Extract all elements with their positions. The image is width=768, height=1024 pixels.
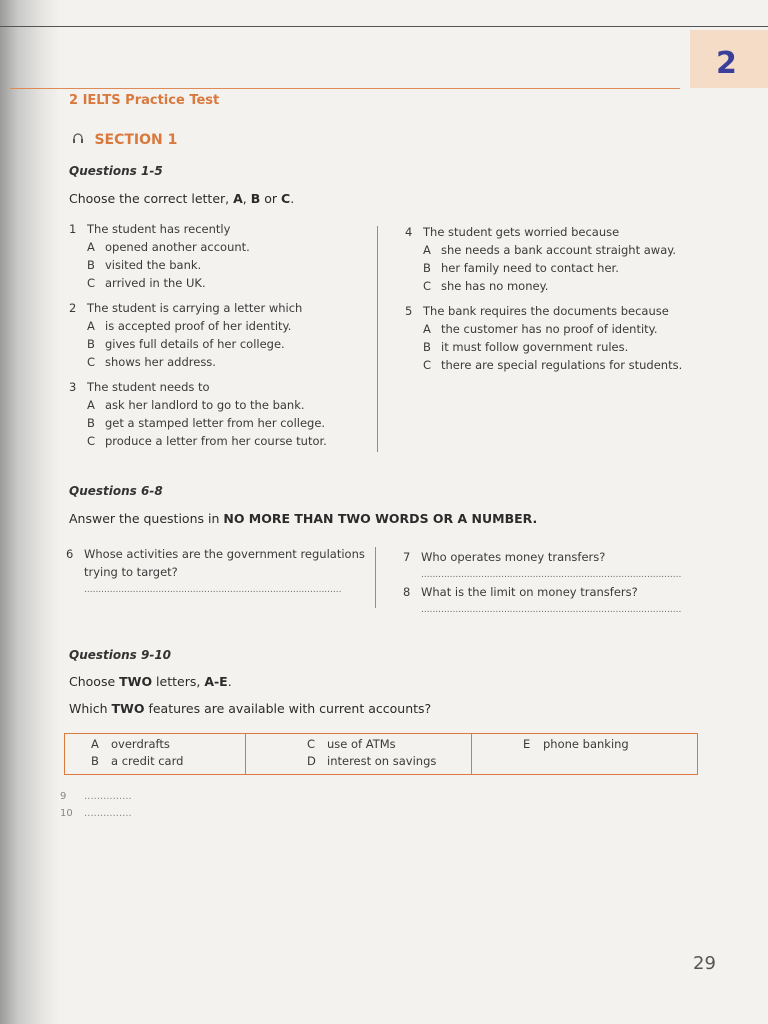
chapter-number: 2 xyxy=(716,46,737,81)
answer-blank-7[interactable]: ........................................................................................... xyxy=(421,570,682,580)
page-binding-shadow xyxy=(0,0,60,1024)
page-number: 29 xyxy=(693,953,716,974)
question-5: 5 The bank requires the documents because A the customer has no proof of identity. B it must follow government rules. C there are special regulations for students. xyxy=(405,304,683,372)
column-divider xyxy=(377,226,378,452)
question-7: 7 Who operates money transfers? ........................................................................................... xyxy=(403,548,703,584)
questions-6-8-heading: Questions 6-8 xyxy=(69,484,163,498)
question-1: 1 The student has recently A opened another account. B visited the bank. C arrived in the UK. xyxy=(69,222,250,290)
answer-10: 10 ............... xyxy=(60,808,132,819)
questions-9-10-instruction: Choose TWO letters, A-E. xyxy=(69,674,232,689)
answer-blank-9[interactable]: ............... xyxy=(84,791,132,802)
answer-blank-6[interactable]: .......................................................................................... xyxy=(84,585,342,595)
options-column-2: C use of ATMs D interest on savings xyxy=(307,737,437,768)
questions-9-10-heading: Questions 9-10 xyxy=(69,648,172,662)
question-3: 3 The student needs to A ask her landlord to go to the bank. B get a stamped letter from her college. C produce a letter from her course tutor. xyxy=(69,380,327,448)
answer-blank-8[interactable]: ........................................................................................... xyxy=(421,605,682,615)
options-divider xyxy=(471,734,472,774)
options-box xyxy=(64,733,698,775)
header-rule xyxy=(10,88,680,89)
questions-1-5-instruction: Choose the correct letter, A, B or C. xyxy=(69,191,295,206)
options-column-1: A overdrafts B a credit card xyxy=(91,737,184,768)
question-6: 6 Whose activities are the government regulations trying to target? .......................................................................................... xyxy=(66,545,366,599)
questions-9-10-question: Which TWO features are available with current accounts? xyxy=(69,701,432,716)
question-4: 4 The student gets worried because A she needs a bank account straight away. B her family need to contact her. C she has no money. xyxy=(405,225,677,293)
question-8: 8 What is the limit on money transfers? ........................................................................................... xyxy=(403,583,703,619)
answer-9: 9 ............... xyxy=(60,791,132,802)
questions-1-5-heading: Questions 1-5 xyxy=(69,164,163,178)
section-label: SECTION 1 xyxy=(94,132,178,148)
questions-6-8-instruction: Answer the questions in NO MORE THAN TWO WORDS OR A NUMBER. xyxy=(69,511,538,526)
answer-blank-10[interactable]: ............... xyxy=(84,808,132,819)
headphones-icon xyxy=(72,132,88,148)
question-2: 2 The student is carrying a letter which A is accepted proof of her identity. B gives full details of her college. C shows her address. xyxy=(69,301,303,369)
options-column-3: E phone banking xyxy=(523,737,629,751)
section-title xyxy=(72,132,177,148)
top-rule xyxy=(0,26,768,27)
options-divider xyxy=(245,734,246,774)
page-title: 2 IELTS Practice Test xyxy=(69,93,220,108)
column-divider-2 xyxy=(375,547,376,608)
